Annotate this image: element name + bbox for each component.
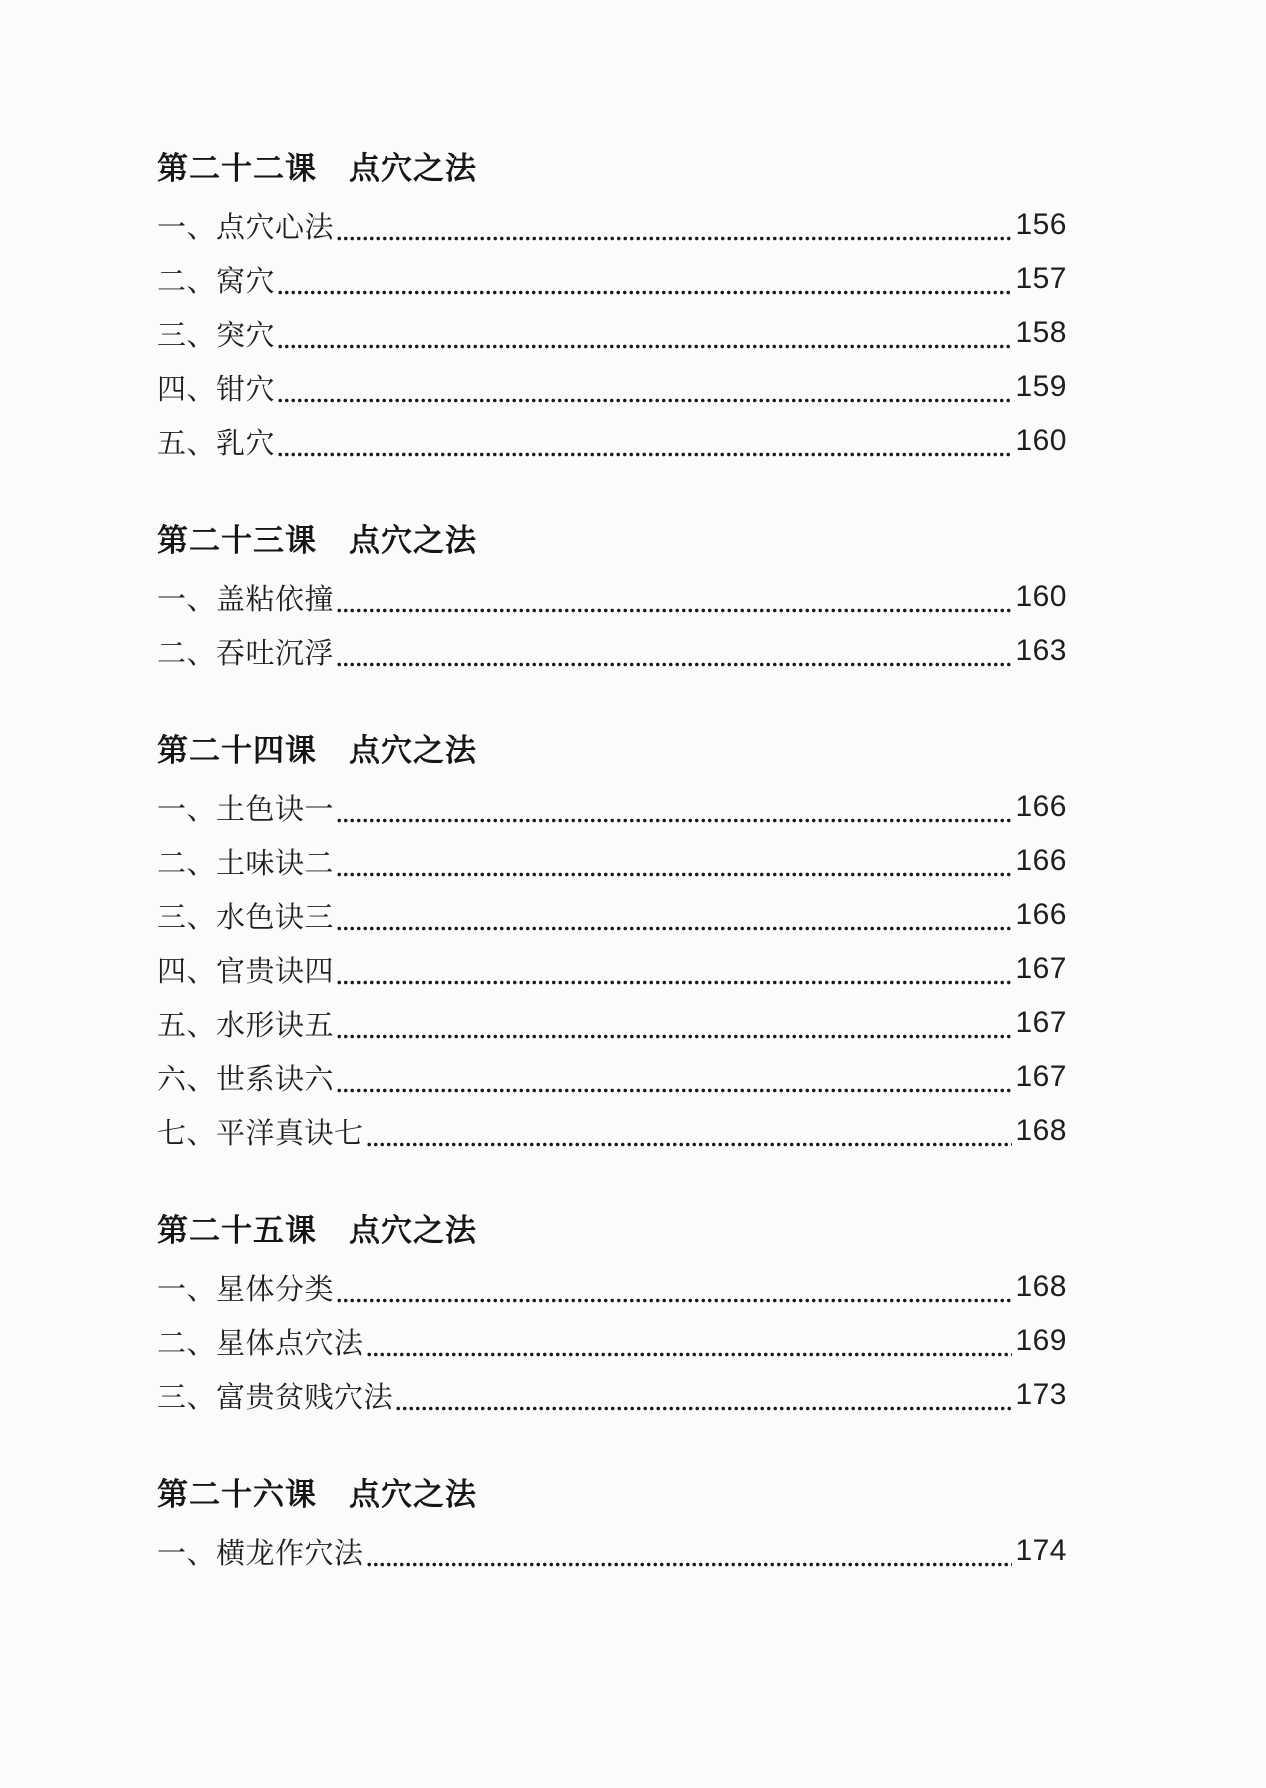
toc-entry-page-number: 158 [1015,316,1067,349]
section-title: 第二十二课 点穴之法 [157,151,477,186]
dot-leader [337,1298,1012,1303]
section-title: 第二十五课 点穴之法 [157,1213,477,1248]
toc-entry-page-number: 174 [1015,1534,1067,1567]
toc-entry-label: 二、土味诀二 [157,847,335,880]
toc-entry-label: 五、水形诀五 [157,1009,335,1042]
dot-leader [337,662,1012,667]
toc-entry [157,888,1067,942]
toc-entry-page-number: 160 [1015,424,1067,457]
dot-leader [337,1034,1012,1039]
section-title: 第二十三课 点穴之法 [157,523,477,558]
dot-leader [337,236,1012,241]
toc-entry-label: 四、官贵诀四 [157,955,335,988]
section-items [157,780,1067,1158]
toc-entry [157,252,1067,306]
section-items [157,198,1067,468]
toc-entry [157,414,1067,468]
section-title: 第二十四课 点穴之法 [157,733,477,768]
toc-entry-label: 一、土色诀一 [157,793,335,826]
toc-entry-page-number: 167 [1015,1060,1067,1093]
toc-entry-label: 六、世系诀六 [157,1063,335,1096]
dot-leader [367,1562,1013,1567]
toc-entry [157,1314,1067,1368]
toc-entry-label: 一、点穴心法 [157,211,335,244]
toc-entry-page-number: 173 [1015,1378,1067,1411]
toc-entry-page-number: 160 [1015,580,1067,613]
toc-entry-label: 一、盖粘依撞 [157,583,335,616]
toc-entry [157,996,1067,1050]
dot-leader [337,926,1012,931]
toc-entry-label: 四、钳穴 [157,373,276,406]
dot-leader [278,398,1012,403]
toc-entry-label: 三、富贵贫贱穴法 [157,1381,394,1414]
toc-section [157,146,1067,468]
toc-entry-page-number: 167 [1015,1006,1067,1039]
dot-leader [337,872,1012,877]
toc-entry-page-number: 168 [1015,1114,1067,1147]
toc-section [157,1208,1067,1422]
toc-entry-page-number: 157 [1015,262,1067,295]
toc-entry-label: 二、窝穴 [157,265,276,298]
dot-leader [337,980,1012,985]
toc-entry [157,1368,1067,1422]
toc-entry [157,624,1067,678]
toc-entry-page-number: 166 [1015,790,1067,823]
toc-entry-label: 三、突穴 [157,319,276,352]
section-items [157,1524,1067,1578]
dot-leader [367,1352,1013,1357]
toc-entry-page-number: 159 [1015,370,1067,403]
toc-entry [157,198,1067,252]
toc-entry [157,1050,1067,1104]
toc-entry-label: 七、平洋真诀七 [157,1117,364,1150]
toc-entry-page-number: 156 [1015,208,1067,241]
dot-leader [278,452,1012,457]
dot-leader [367,1142,1013,1147]
toc-entry [157,942,1067,996]
section-items [157,570,1067,678]
toc-entry-page-number: 163 [1015,634,1067,667]
dot-leader [337,1088,1012,1093]
table-of-contents [157,146,1067,1578]
toc-section [157,1472,1067,1578]
dot-leader [337,608,1012,613]
section-title: 第二十六课 点穴之法 [157,1477,477,1512]
section-items [157,1260,1067,1422]
dot-leader [278,344,1012,349]
toc-entry [157,834,1067,888]
toc-entry-label: 一、星体分类 [157,1273,335,1306]
toc-entry-page-number: 167 [1015,952,1067,985]
toc-entry-label: 一、横龙作穴法 [157,1537,364,1570]
toc-entry [157,1524,1067,1578]
toc-entry [157,780,1067,834]
toc-entry-label: 二、吞吐沉浮 [157,637,335,670]
dot-leader [337,818,1012,823]
toc-entry-label: 三、水色诀三 [157,901,335,934]
toc-section [157,728,1067,1158]
toc-entry-page-number: 169 [1015,1324,1067,1357]
toc-entry-page-number: 166 [1015,898,1067,931]
toc-entry [157,570,1067,624]
toc-entry [157,1260,1067,1314]
toc-entry-page-number: 168 [1015,1270,1067,1303]
toc-entry [157,306,1067,360]
toc-section [157,518,1067,678]
toc-entry-page-number: 166 [1015,844,1067,877]
toc-entry-label: 二、星体点穴法 [157,1327,364,1360]
dot-leader [278,290,1012,295]
dot-leader [396,1406,1012,1411]
toc-entry [157,360,1067,414]
toc-entry [157,1104,1067,1158]
toc-entry-label: 五、乳穴 [157,427,276,460]
